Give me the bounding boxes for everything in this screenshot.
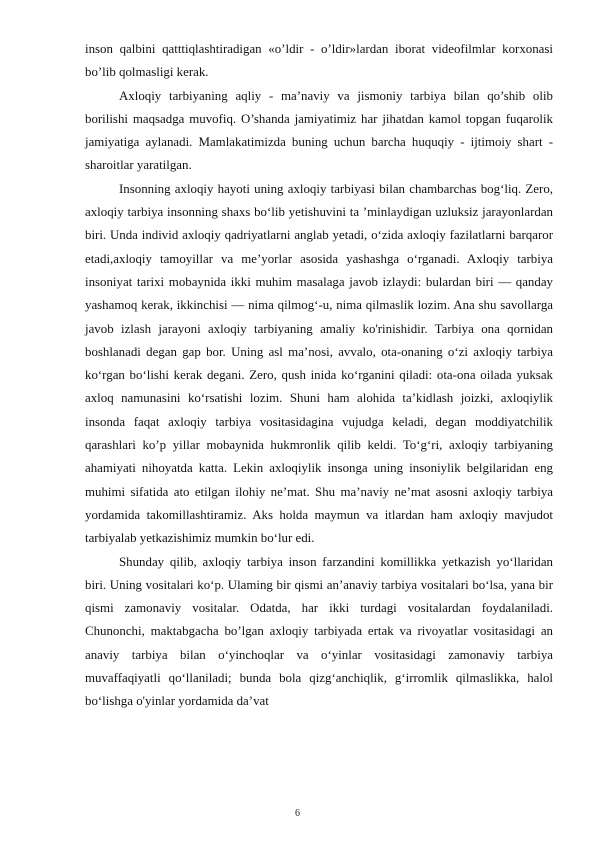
paragraph: Insonning axloqiy hayoti uning axloqiy tarbiyasi bilan chambarchas bog‘liq. Zero, axloqiy tarbiya insonning shaxs bo‘lib yetishuvini ta ’minlaydigan uzluksiz jarayonlardan biri. Unda individ axloqiy qadriyatlarni anglab yetadi, o‘zida axloqiy fazilatlarni barqaror etadi,axloqiy tamoyillar va me’yorlar asosida yashashga o‘rganadi. Axloqiy tarbiya insoniyat tarixi mobaynida ikki muhim masalaga javob izlaydi: bulardan biri — qanday yashamoq kerak, ikkinchisi — nima qilmog‘-u, nima qilmaslik lozim. Ana shu savollarga javob izlash jarayoni axloqiy tarbiyaning amaliy ko'rinishidir. Tarbiya ona qornidan boshlanadi degan gap bor. Uning asl ma’nosi, avvalo, ota-onaning o‘zi axloqiy tarbiya ko‘rgan bo‘lishi kerak degani. Zero, qush inida ko‘rganini qiladi: ota-ona oilada yuksak axloq namunasini ko‘rsatishi lozim. Shuni ham alohida ta’kidlash joizki, axloqiylik insonda faqat axloqiy tarbiya vositasidagina vujudga keladi, degan moddiyatchilik qarashlari ko’p yillar mobaynida hukmronlik qilib keldi. To‘g‘ri, axloqiy tarbiyaning ahamiyati nihoyatda katta. Lekin axloqiylik insonga uning insoniylik belgilaridan eng muhimi sifatida ato etilgan ilohiy ne’mat. Shu ma’naviy ne’mat asosni axloqiy tarbiya yordamida takomillashtiramiz. Aks holda maymun va itlardan ham axloqiy mavjudot tarbiyalab yetkazishimiz mumkin bo‘lur edi. xyxy=(85,181,553,546)
paragraph-continuation: inson qalbini qatttiqlashtiradigan «o’ldir - o’ldir»lardan iborat videofilmlar korxonasi bo’lib qolmasligi kerak. xyxy=(85,42,553,80)
body-text xyxy=(85,38,553,714)
page-number: 6 xyxy=(295,808,300,819)
paragraph: Shunday qilib, axloqiy tarbiya inson farzandini komillikka yetkazish yo‘llaridan biri. Uning vositalari ko‘p. Ulaming bir qismi an’anaviy tarbiya vositalari bo‘lsa, yana bir qismi zamonaviy vositalar. Odatda, har ikki turdagi vositalardan foydalaniladi. Chunonchi, maktabgacha bo’lgan axloqiy tarbiyada ertak va rivoyatlar vositasidagi an anaviy tarbiya bilan o‘yinchoqlar va o‘yinlar vositasidagi zamonaviy tarbiya muvaffaqiyatli qo‘llaniladi; bunda bola qizg‘anchiqlik, g‘irromlik qilmaslikka, halol bo‘lishga o'yinlar yordamida da’vat xyxy=(85,554,553,709)
paragraph: Axloqiy tarbiyaning aqliy - ma’naviy va jismoniy tarbiya bilan qo’shib olib borilishi maqsadga muvofiq. O’shanda jamiyatimiz har jihatdan kamol topgan fuqarolik jamiyatiga aylanadi. Mamlakatimizda buning uchun barcha huquqiy - ijtimoiy shart - sharoitlar yaratilgan. xyxy=(85,88,553,173)
